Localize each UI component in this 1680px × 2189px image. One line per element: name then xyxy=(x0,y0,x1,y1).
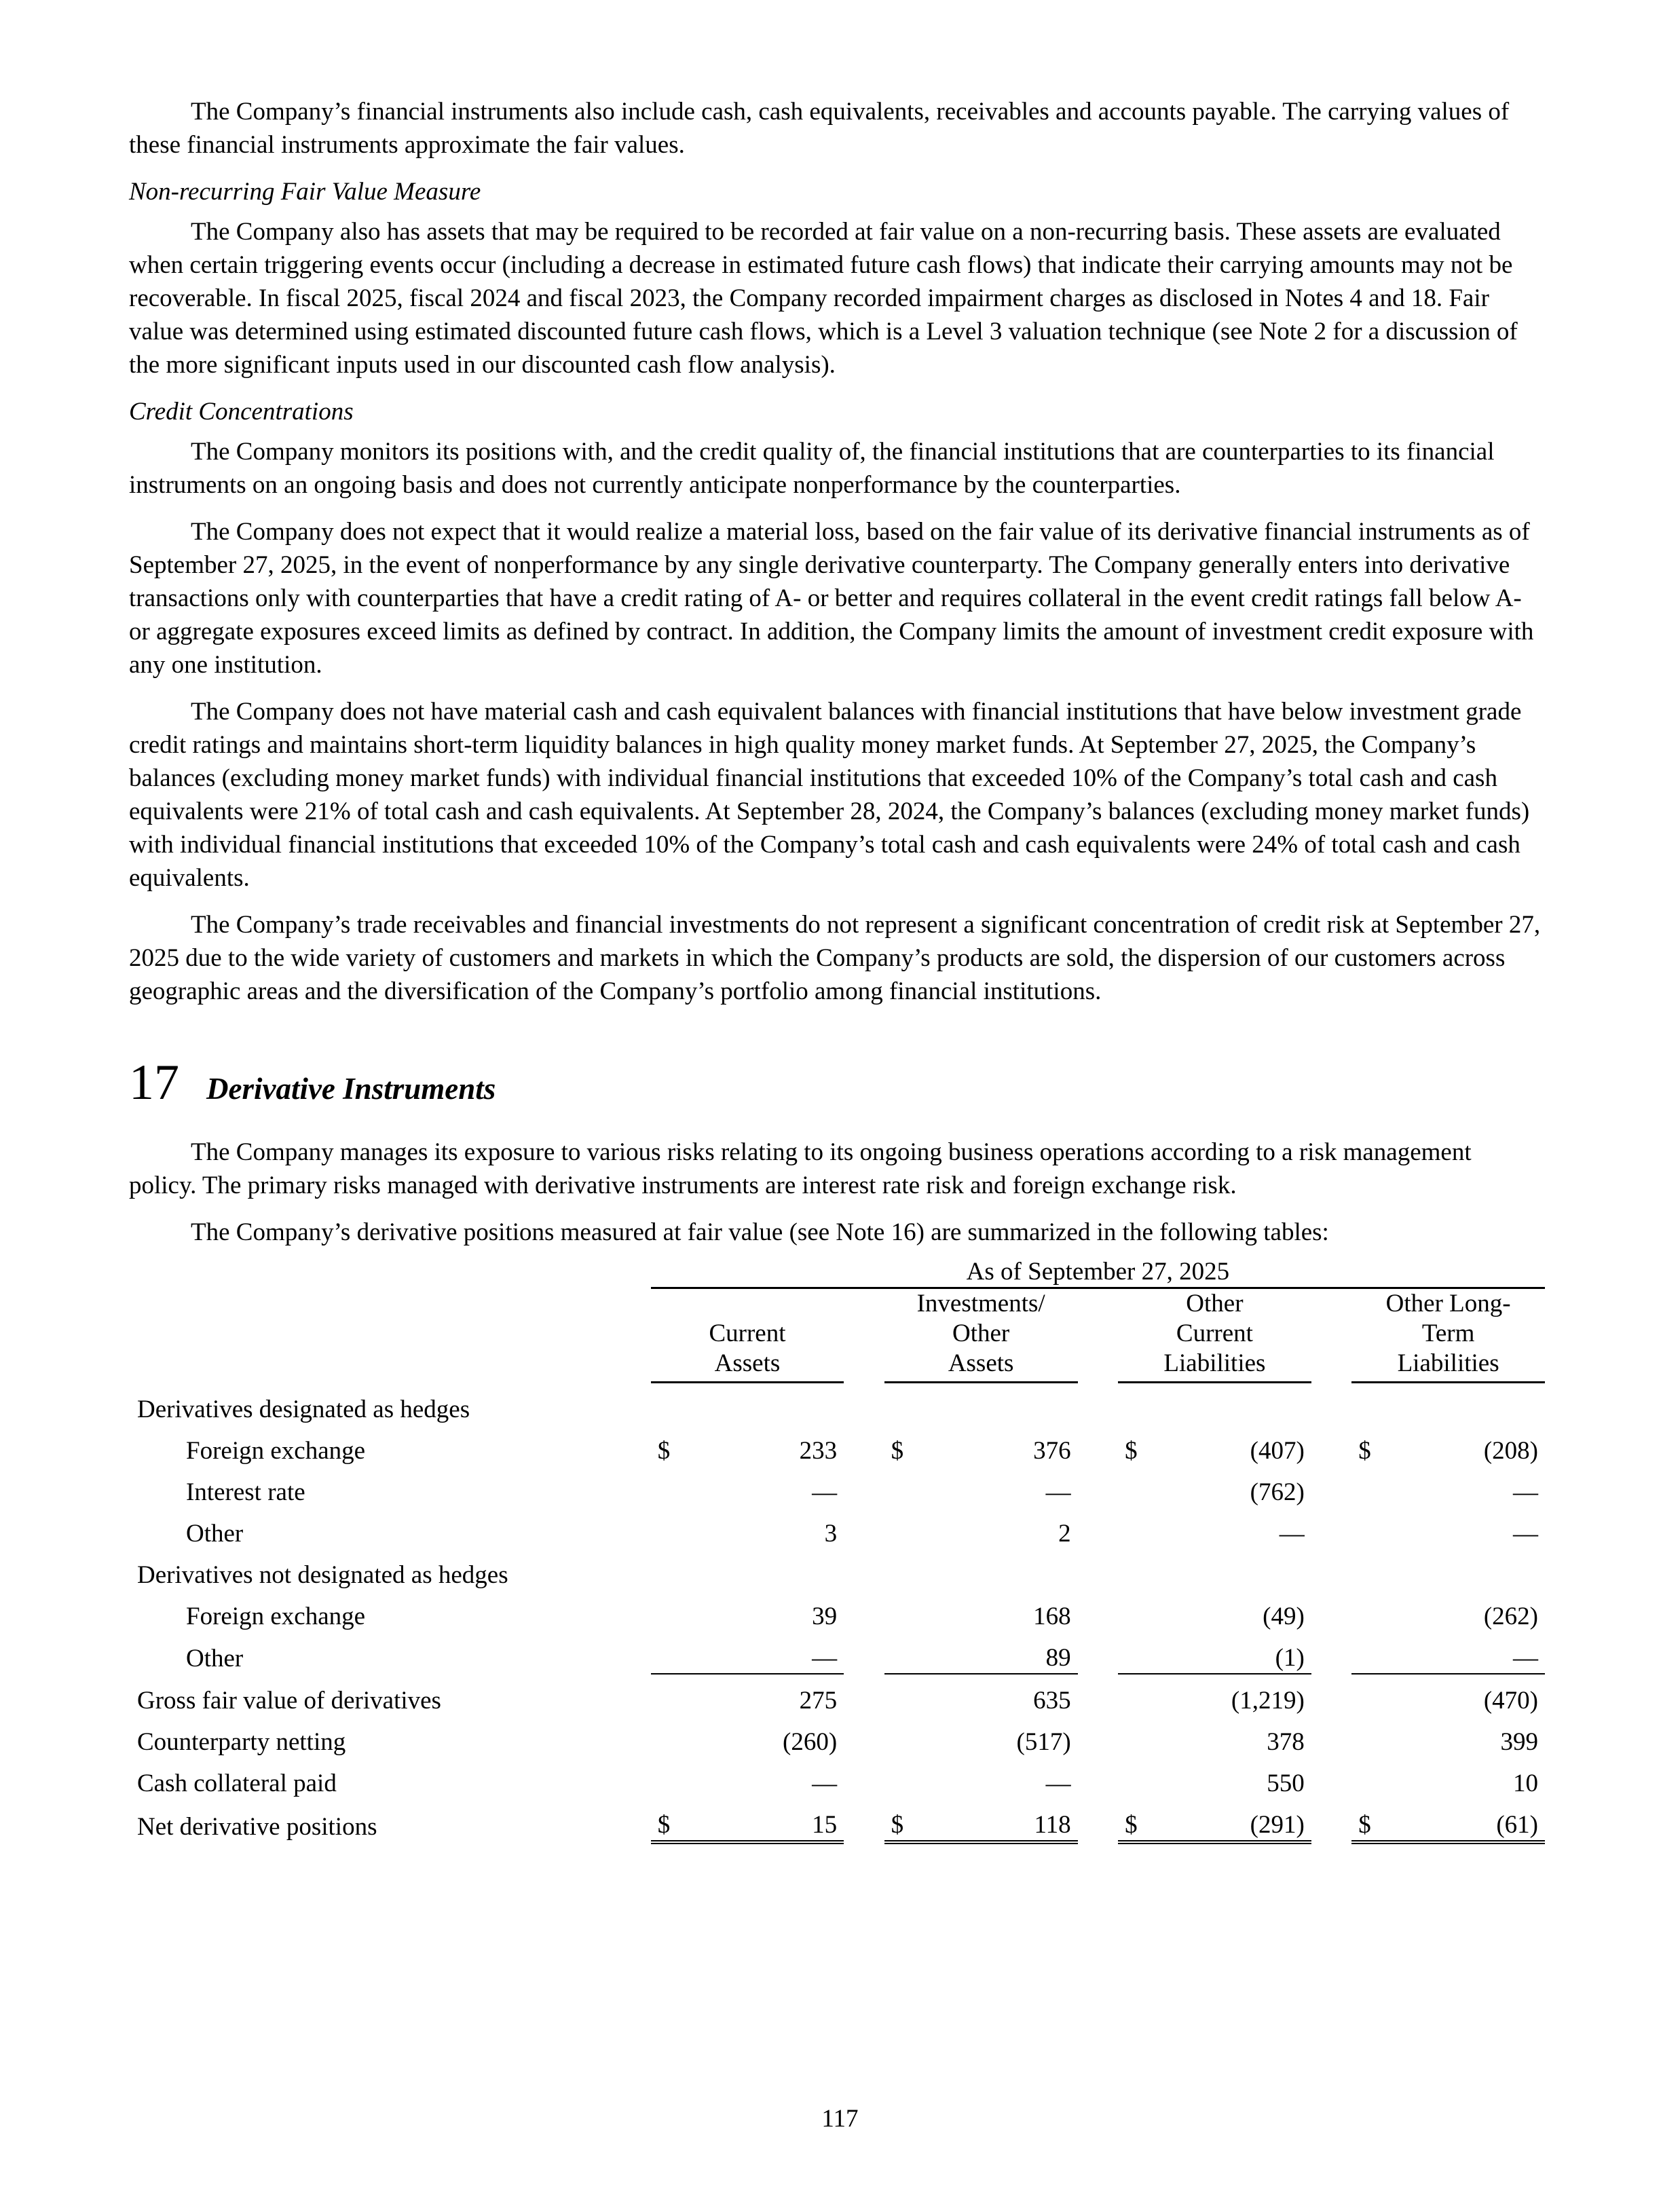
row-label-nonhedges: Derivatives not designated as hedges xyxy=(137,1560,508,1589)
currency-symbol: $ xyxy=(651,1799,685,1842)
section-heading xyxy=(129,1055,1545,1110)
cell-value: (517) xyxy=(1016,1727,1071,1756)
cell-value: — xyxy=(1045,1478,1071,1506)
cell-value: (1) xyxy=(1275,1643,1305,1672)
cell-value: (1,219) xyxy=(1152,1674,1311,1716)
cell-value: (762) xyxy=(1250,1478,1305,1506)
paragraph-credit-4: The Company’s trade receivables and financial investments do not represent a significant concentration of credit risk at September 27, 2025 due to the wide variety of customers and markets in which the Company’s products are sold, the dispersion of our customers across geographic areas and the diversification of the Company’s portfolio among financial institutions. xyxy=(129,911,1541,1005)
paragraph-derivatives-table-intro: The Company’s derivative positions measured at fair value (see Note 16) are summarized in the following tables: xyxy=(191,1218,1329,1246)
table-row xyxy=(129,1757,1545,1799)
heading-credit-concentrations: Credit Concentrations xyxy=(129,398,354,426)
cell-value: — xyxy=(1513,1519,1538,1548)
col-header-other-long-term-liabilities: Other Long- Term Liabilities xyxy=(1351,1288,1545,1382)
cell-value: 89 xyxy=(1045,1643,1071,1672)
col-header-investments-other-assets: Investments/ Other Assets xyxy=(884,1288,1078,1382)
currency-symbol: $ xyxy=(1125,1436,1138,1465)
table-column-headers xyxy=(129,1288,1545,1382)
cell-value: 3 xyxy=(824,1519,838,1548)
paragraph-credit-2: The Company does not expect that it would realize a material loss, based on the fair value of its derivative financial instruments as of September 27, 2025, in the event of nonperformance by any single derivative counterparty. The Company generally enters into derivative transactions only with counterparties that have a credit rating of A- or better and requires collateral in the event credit ratings fall below A- or aggregate exposures exceed limits as defined by contract. In addition, the Company limits the amount of investment credit exposure with any one institution. xyxy=(129,518,1534,679)
row-label: Other xyxy=(186,1644,244,1672)
row-label: Other xyxy=(186,1519,244,1548)
row-label: Foreign exchange xyxy=(186,1602,366,1630)
cell-value: 233 xyxy=(799,1436,838,1465)
cell-value: 376 xyxy=(1033,1436,1071,1465)
currency-symbol: $ xyxy=(1118,1799,1152,1842)
row-label: Net derivative positions xyxy=(137,1812,377,1841)
paragraph-credit-3: The Company does not have material cash and cash equivalent balances with financial institutions that have below investment grade credit ratings and maintains short-term liquidity balances in high quality money market funds. At September 27, 2025, the Company’s balances (excluding money market funds) with individual financial institutions that exceeded 10% of the Company’s total cash and cash equivalents were 21% of total cash and cash equivalents. At September 28, 2024, the Company’s balances (excluding money market funds) with individual financial institutions that exceeded 10% of the Company’s total cash and cash equivalents were 24% of total cash and cash equivalents. xyxy=(129,698,1530,892)
cell-value: 118 xyxy=(918,1799,1077,1842)
table-row xyxy=(129,1382,1545,1425)
row-label: Cash collateral paid xyxy=(137,1769,337,1797)
section-number: 17 xyxy=(129,1055,179,1110)
col-header-other-current-liabilities: Other Current Liabilities xyxy=(1118,1288,1311,1382)
table-as-of-row xyxy=(129,1246,1545,1288)
derivatives-table xyxy=(129,1246,1545,1844)
document-page xyxy=(129,95,1545,1844)
cell-value: (260) xyxy=(783,1727,838,1756)
col-header-current-assets: Current Assets xyxy=(651,1288,844,1382)
cell-value: (49) xyxy=(1263,1602,1305,1630)
cell-value: 550 xyxy=(1267,1769,1305,1797)
currency-symbol: $ xyxy=(1358,1436,1371,1465)
section-title: Derivative Instruments xyxy=(206,1072,496,1106)
row-label: Foreign exchange xyxy=(186,1436,366,1465)
table-row xyxy=(129,1716,1545,1757)
table-row xyxy=(129,1425,1545,1466)
paragraph-financial-instruments: The Company’s financial instruments also include cash, cash equivalents, receivables and accounts payable. The carrying values of these financial instruments approximate the fair values. xyxy=(129,98,1510,159)
currency-symbol: $ xyxy=(884,1799,918,1842)
cell-value: — xyxy=(812,1769,838,1797)
cell-value: 10 xyxy=(1513,1769,1538,1797)
currency-symbol: $ xyxy=(1351,1799,1385,1842)
table-row xyxy=(129,1590,1545,1632)
cell-value: (470) xyxy=(1385,1674,1545,1716)
cell-value: 635 xyxy=(918,1674,1077,1716)
row-label: Interest rate xyxy=(186,1478,305,1506)
paragraph-credit-1: The Company monitors its positions with, and the credit quality of, the financial institutions that are counterparties to its financial instruments on an ongoing basis and does not currently anticipate nonperformance by the counterparties. xyxy=(129,438,1495,499)
currency-symbol: $ xyxy=(891,1436,904,1465)
row-label-hedges: Derivatives designated as hedges xyxy=(137,1395,470,1423)
row-label: Counterparty netting xyxy=(137,1727,346,1756)
cell-value: 399 xyxy=(1500,1727,1538,1756)
table-row xyxy=(129,1549,1545,1590)
cell-value: 39 xyxy=(812,1602,838,1630)
table-row xyxy=(129,1632,1545,1674)
heading-nonrecurring: Non-recurring Fair Value Measure xyxy=(129,178,481,206)
cell-value: — xyxy=(812,1478,838,1506)
table-row-gross xyxy=(129,1674,1545,1716)
table-row-net xyxy=(129,1799,1545,1842)
cell-value: (262) xyxy=(1483,1602,1538,1630)
cell-value: (407) xyxy=(1250,1436,1305,1465)
cell-value: 15 xyxy=(685,1799,844,1842)
cell-value: — xyxy=(1279,1519,1305,1548)
paragraph-nonrecurring: The Company also has assets that may be required to be recorded at fair value on a non-recurring basis. These assets are evaluated when certain triggering events occur (including a decrease in estimated future cash flows) that indicate their carrying amounts may not be recoverable. In fiscal 2025, fiscal 2024 and fiscal 2023, the Company recorded impairment charges as disclosed in Notes 4 and 18. Fair value was determined using estimated discounted future cash flows, which is a Level 3 valuation technique (see Note 2 for a discussion of the more significant inputs used in our discounted cash flow analysis). xyxy=(129,218,1518,379)
currency-symbol: $ xyxy=(657,1436,671,1465)
cell-value: 378 xyxy=(1267,1727,1305,1756)
cell-value: 168 xyxy=(1033,1602,1071,1630)
cell-value: — xyxy=(1513,1643,1538,1672)
as-of-header: As of September 27, 2025 xyxy=(651,1246,1545,1288)
cell-value: — xyxy=(812,1643,838,1672)
cell-value: 2 xyxy=(1058,1519,1071,1548)
page-number: 117 xyxy=(821,2105,859,2133)
cell-value: — xyxy=(1513,1478,1538,1506)
cell-value: (61) xyxy=(1385,1799,1545,1842)
table-row xyxy=(129,1466,1545,1508)
cell-value: (291) xyxy=(1152,1799,1311,1842)
cell-value: 275 xyxy=(685,1674,844,1716)
paragraph-derivatives-intro: The Company manages its exposure to various risks relating to its ongoing business operations according to a risk management policy. The primary risks managed with derivative instruments are interest rate risk and foreign exchange risk. xyxy=(129,1138,1472,1199)
cell-value: — xyxy=(1045,1769,1071,1797)
cell-value: (208) xyxy=(1483,1436,1538,1465)
table-row xyxy=(129,1508,1545,1549)
row-label: Gross fair value of derivatives xyxy=(137,1686,441,1715)
